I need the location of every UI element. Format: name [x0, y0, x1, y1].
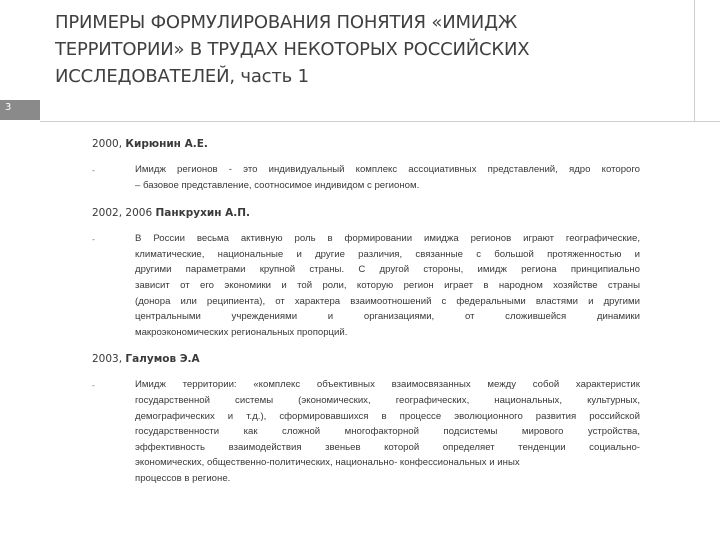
bullet-dash: - [92, 235, 95, 245]
section-year: 2002, 2006 [92, 207, 153, 220]
text-line: зависит от его экономики и той роли, которую регион играет в народном хозяйстве страны [135, 279, 640, 291]
section-galumov [92, 351, 640, 486]
text-line: государственной системы (экономических, географических, национальных, культурных, [135, 394, 640, 406]
section-author: Галумов Э.А [125, 353, 200, 366]
definition-text [135, 162, 640, 193]
list-item [92, 162, 640, 193]
text-line: государственности как сложной многофакторной подсистемы мирового устройства, [135, 426, 640, 438]
definition-text [135, 377, 640, 486]
text-line: эффективность взаимодействия звеньев которой определяет тенденции социально- [135, 441, 640, 453]
text-line: климатические, национальные и другие различия, связанные с большой протяженностью и [135, 248, 640, 260]
section-year: 2000, [92, 138, 123, 150]
section-heading [92, 351, 640, 367]
text-line: другими параметрами крупной страны. С другой стороны, имидж региона принципиально [135, 264, 640, 276]
list-item [92, 377, 640, 486]
text-line: В России весьма активную роль в формировании имиджа регионов играют географические, [135, 233, 640, 245]
definition-text [135, 231, 640, 340]
slide-title [55, 9, 615, 90]
slide-title-line: ИССЛЕДОВАТЕЛЕЙ, часть 1 [55, 66, 309, 87]
slide-title-line: ТЕРРИТОРИИ» В ТРУДАХ НЕКОТОРЫХ РОССИЙСКИХ [55, 39, 530, 60]
slide-title-line: ПРИМЕРЫ ФОРМУЛИРОВАНИЯ ПОНЯТИЯ «ИМИДЖ [55, 12, 518, 33]
section-author: Панкрухин А.П. [155, 207, 251, 220]
text-line: центральными учреждениями и организациями, от сложившейся динамики [135, 311, 640, 323]
section-author: Кирюнин А.Е. [125, 138, 208, 150]
text-line: Имидж регионов - это индивидуальный комплекс ассоциативных представлений, ядро которого [135, 164, 640, 175]
list-item [92, 231, 640, 340]
text-line: экономических, общественно-политических, национально- конфессиональных и иных [135, 457, 520, 469]
bullet-dash: - [92, 381, 95, 391]
section-heading [92, 205, 640, 221]
text-line: макроэкономических региональных пропорций. [135, 326, 348, 338]
section-kiryunin [92, 136, 640, 193]
section-heading [92, 136, 640, 152]
bullet-dash: - [92, 166, 95, 175]
slide-number-badge [0, 100, 40, 120]
text-line: демографических и т.д.), сформировавшихся в процессе эволюционного развития российской [135, 410, 640, 422]
section-year: 2003, [92, 353, 123, 366]
slide-number: 3 [5, 102, 12, 113]
horizontal-divider [40, 121, 720, 122]
text-line: (донора или реципиента), от характера взаимоотношений с федеральными властями и другими [135, 295, 640, 307]
slide-content [92, 136, 640, 487]
section-pankrukhin [92, 205, 640, 340]
text-line: – базовое представление, соотносимое индивидом с регионом. [135, 179, 420, 191]
text-line: процессов в регионе. [135, 472, 231, 484]
vertical-divider [694, 0, 695, 122]
text-line: Имидж территории: «комплекс объективных взаимосвязанных между собой характеристик [135, 379, 640, 391]
